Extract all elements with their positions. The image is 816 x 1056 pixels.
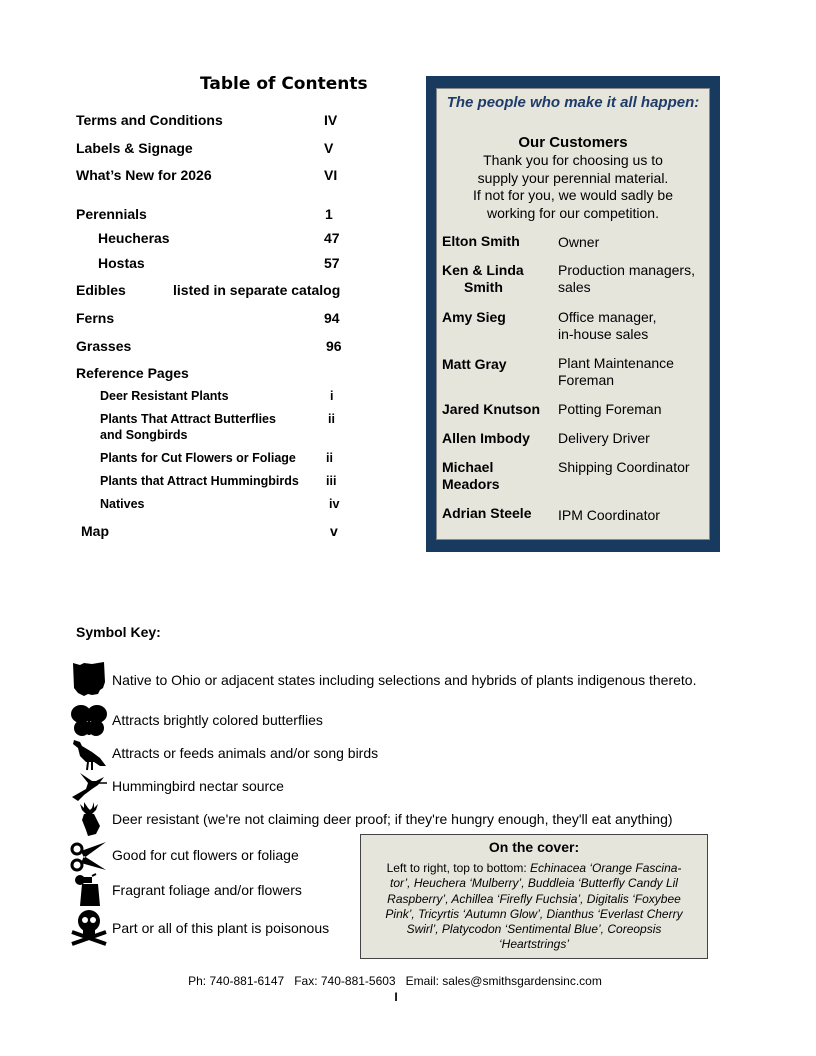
toc-entry-natives[interactable]: Natives xyxy=(100,497,145,511)
staff-role xyxy=(558,309,718,343)
staff-name-line: Smith xyxy=(464,279,503,295)
cover-text xyxy=(369,861,699,953)
toc-entry-ferns[interactable]: Ferns xyxy=(76,310,115,326)
symbol-text: Fragrant foliage and/or flowers xyxy=(112,882,302,898)
people-subheading: Our Customers xyxy=(518,134,628,151)
toc-entry-heucheras[interactable]: Heucheras xyxy=(98,230,170,246)
toc-page-hummingbirds: iii xyxy=(326,474,337,488)
scissors-icon xyxy=(70,838,108,876)
toc-entry-cut-flowers[interactable]: Plants for Cut Flowers or Foliage xyxy=(100,451,296,465)
cover-line: ‘Heartstrings’ xyxy=(498,937,570,952)
staff-role-line: Plant Maintenance xyxy=(558,355,674,371)
cover-line: Echinacea ‘Orange Fascina- xyxy=(530,861,682,875)
toc-page-cut-flowers: ii xyxy=(326,451,333,465)
symbol-text: Good for cut flowers or foliage xyxy=(112,847,299,863)
staff-name: Adrian Steele xyxy=(442,505,532,521)
toc-page-deer-resistant: i xyxy=(330,389,334,403)
symbol-text: Native to Ohio or adjacent states including selections and hybrids of plants indigenous thereto. xyxy=(112,672,697,688)
staff-role-line: sales xyxy=(558,279,591,295)
toc-entry-deer-resistant[interactable]: Deer Resistant Plants xyxy=(100,389,229,403)
toc-page-edibles: listed in separate catalog xyxy=(173,282,341,298)
page-number: I xyxy=(394,990,398,1004)
cover-title: On the cover: xyxy=(488,839,580,855)
cover-line: Pink’, Tricyrtis ‘Autumn Glow’, Dianthus ‘Everlast Cherry xyxy=(385,906,683,921)
intro-line: Thank you for choosing us to xyxy=(483,152,663,168)
cover-line: Raspberry’, Achillea ‘Firefly Fuchsia’, Digitalis ‘Foxybee xyxy=(387,891,681,906)
toc-page-heucheras: 47 xyxy=(324,230,340,246)
cover-box xyxy=(360,834,708,959)
toc-entry-edibles[interactable]: Edibles xyxy=(76,282,126,298)
people-intro xyxy=(437,152,709,222)
staff-role: Potting Foreman xyxy=(558,401,662,417)
staff-role-line: in-house sales xyxy=(558,326,649,342)
staff-name-line: Michael xyxy=(442,459,494,475)
cover-lead: Left to right, top to bottom: xyxy=(386,861,530,875)
staff-role-line: Foreman xyxy=(558,372,615,388)
footer-contact: Ph: 740-881-6147 Fax: 740-881-5603 Email: sales@smithsgardensinc.com xyxy=(188,974,602,988)
staff-name-line: Ken & Linda xyxy=(442,262,524,278)
toc-page-hostas: 57 xyxy=(324,255,340,271)
toc-entry-butterflies[interactable]: Plants That Attract Butterflies xyxy=(100,412,276,426)
staff-role xyxy=(558,262,718,296)
toc-entry-terms[interactable]: Terms and Conditions xyxy=(76,112,223,128)
intro-line: supply your perennial material. xyxy=(477,169,669,186)
staff-name xyxy=(442,262,554,296)
skull-crossbones-icon xyxy=(70,908,108,946)
staff-role: Shipping Coordinator xyxy=(558,459,690,475)
toc-entry-butterflies-line2: and Songbirds xyxy=(100,428,188,442)
staff-name: Allen Imbody xyxy=(442,430,530,446)
symbol-text: Attracts or feeds animals and/or song birds xyxy=(112,745,379,761)
toc-page-butterflies: ii xyxy=(328,412,335,426)
staff-name: Elton Smith xyxy=(442,233,520,249)
staff-role-line: Office manager, xyxy=(558,309,657,325)
staff-name: Matt Gray xyxy=(442,356,507,372)
toc-page-natives: iv xyxy=(329,497,340,511)
staff-role: Owner xyxy=(558,234,600,250)
toc-entry-reference-pages[interactable]: Reference Pages xyxy=(76,365,189,381)
toc-entry-whats-new[interactable]: What’s New for 2026 xyxy=(76,167,212,183)
people-heading: The people who make it all happen: xyxy=(446,94,700,111)
symbol-text: Part or all of this plant is poisonous xyxy=(112,920,330,936)
cover-line: tor’, Heuchera ‘Mulberry’, Buddleia ‘Butterfly Candy Lil xyxy=(390,876,678,891)
staff-name: Jared Knutson xyxy=(442,401,541,417)
toc-entry-perennials[interactable]: Perennials xyxy=(76,206,147,222)
symbol-text: Attracts brightly colored butterflies xyxy=(112,712,323,728)
cover-line: Swirl’, Platycodon ‘Sentimental Blue’, Coreopsis xyxy=(406,922,662,937)
toc-page-ferns: 94 xyxy=(324,310,340,326)
staff-role-line: Production managers, xyxy=(558,262,695,278)
toc-entry-hummingbirds[interactable]: Plants that Attract Hummingbirds xyxy=(100,474,299,488)
staff-name: Amy Sieg xyxy=(442,309,506,325)
toc-page-labels: V xyxy=(324,140,334,156)
staff-name xyxy=(442,459,554,493)
toc-entry-grasses[interactable]: Grasses xyxy=(76,338,132,354)
people-panel xyxy=(436,88,710,540)
perfume-bottle-icon xyxy=(70,872,108,910)
symbol-key-title: Symbol Key: xyxy=(76,624,161,640)
staff-role xyxy=(558,355,718,389)
symbol-text: Deer resistant (we're not claiming deer proof; if they're hungry enough, they'll eat anything) xyxy=(112,811,673,827)
toc-page-grasses: 96 xyxy=(326,338,342,354)
staff-role: Delivery Driver xyxy=(558,430,650,446)
toc-page-map: v xyxy=(330,523,338,539)
toc-title: Table of Contents xyxy=(200,74,368,94)
symbol-text: Hummingbird nectar source xyxy=(112,778,284,794)
staff-role: IPM Coordinator xyxy=(558,507,660,523)
ohio-state-icon xyxy=(70,660,108,698)
intro-line: If not for you, we would sadly be xyxy=(473,187,673,203)
toc-entry-map[interactable]: Map xyxy=(81,523,109,539)
people-panel-frame xyxy=(426,76,720,552)
toc-page-whats-new: VI xyxy=(324,167,338,183)
intro-line: working for our competition. xyxy=(487,204,659,221)
staff-name-line: Meadors xyxy=(442,476,500,492)
toc-page-terms: IV xyxy=(324,112,338,128)
toc-entry-hostas[interactable]: Hostas xyxy=(98,255,145,271)
toc-page-perennials: 1 xyxy=(325,206,333,222)
toc-entry-labels[interactable]: Labels & Signage xyxy=(76,140,193,156)
deer-icon xyxy=(70,800,108,838)
